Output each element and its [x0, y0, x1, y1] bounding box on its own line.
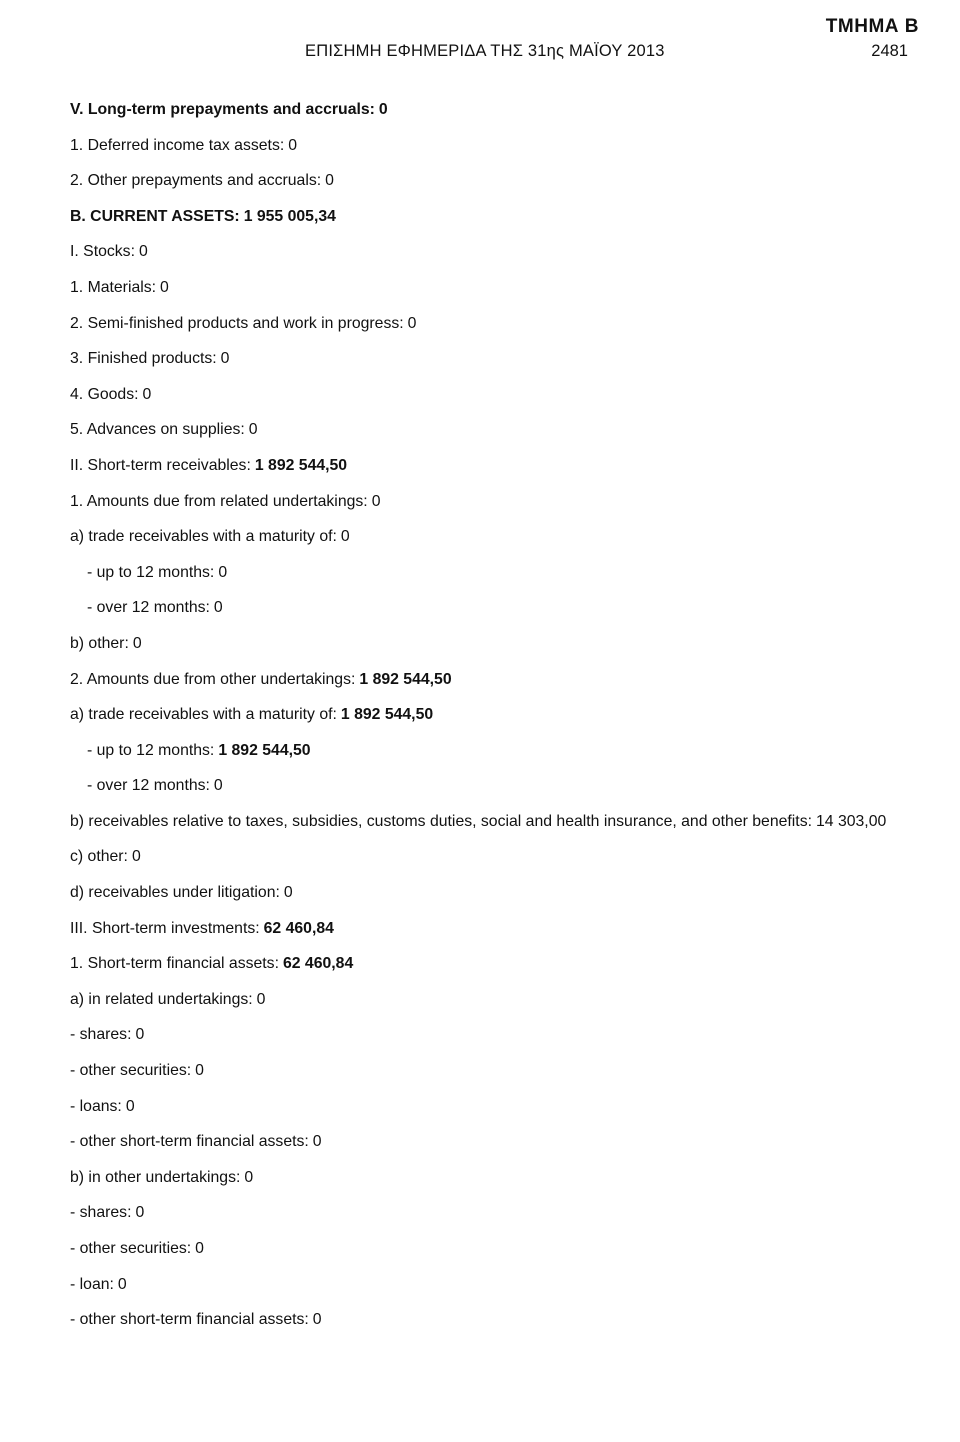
line-label: 2. Amounts due from other undertakings: [70, 670, 356, 688]
line-label: a) trade receivables with a maturity of: [70, 528, 337, 546]
line-over-12-months-other [70, 768, 940, 804]
page-number: 2481 [871, 42, 908, 60]
line-amount: 0 [325, 172, 334, 190]
line-label: III. Short-term investments: [70, 919, 260, 937]
line-stocks [70, 234, 940, 270]
gazette-title: ΕΠΙΣΗΜΗ ΕΦΗΜΕΡΙΔΑ ΤΗΣ 31ης ΜΑΪΟΥ 2013 [305, 42, 665, 60]
line-up-to-12-months-related [70, 555, 940, 591]
line-label: 3. Finished products: [70, 350, 217, 368]
line-amount: 0 [371, 492, 381, 510]
line-amount: 0 [117, 1275, 127, 1293]
line-shares-other [70, 1195, 940, 1231]
line-receivables-litigation [70, 875, 940, 911]
line-amount: 0 [195, 1240, 204, 1257]
line-other-securities-related [70, 1053, 940, 1089]
line-amount: 0 [135, 1204, 145, 1222]
line-label: 1. Deferred income tax assets: [70, 136, 285, 154]
line-amount: 0 [244, 1168, 254, 1186]
line-amount: 0 [378, 101, 388, 118]
line-amount: 0 [213, 599, 223, 617]
line-finished-products [70, 341, 940, 377]
line-amount: 0 [283, 884, 293, 902]
line-other-receivables [70, 839, 940, 875]
line-label: - shares: [70, 1026, 132, 1044]
line-amount: 0 [125, 1097, 135, 1115]
line-amount: 0 [220, 350, 230, 368]
line-amount: 0 [312, 1311, 322, 1329]
line-amount: 62 460,84 [282, 955, 354, 973]
line-label: a) in related undertakings: [70, 990, 253, 1008]
line-label: - loans: [70, 1097, 122, 1115]
line-label: II. Short-term receivables: [70, 456, 251, 474]
line-label: 1. Amounts due from related undertakings: [70, 492, 368, 510]
line-label: - up to 12 months: [87, 741, 215, 759]
line-shares-related [70, 1017, 940, 1053]
line-other-financial-assets-other [70, 1302, 940, 1338]
line-long-term-prepayments [70, 92, 940, 128]
line-label: 4. Goods: [70, 385, 139, 403]
line-label: - over 12 months: [87, 599, 210, 617]
line-label: - loan: [70, 1275, 114, 1293]
line-amount: 1 892 544,50 [359, 670, 452, 688]
line-amount: 14 303,00 [815, 812, 887, 830]
line-goods [70, 377, 940, 413]
line-label: b) other: [70, 634, 129, 652]
line-short-term-financial-assets [70, 946, 940, 982]
line-current-assets [70, 199, 940, 235]
line-other-related [70, 626, 940, 662]
line-label: c) other: [70, 848, 128, 866]
line-label: - other securities: [70, 1062, 192, 1080]
line-semi-finished [70, 306, 940, 342]
line-other-prepayments [70, 163, 940, 199]
line-label: I. Stocks: [70, 243, 135, 261]
line-amount: 0 [160, 278, 169, 296]
balance-sheet-body [70, 92, 940, 1338]
line-loans-related [70, 1089, 940, 1125]
line-label: 5. Advances on supplies: [70, 421, 245, 439]
line-amount: 1 892 544,50 [254, 456, 348, 474]
line-up-to-12-months-other [70, 733, 940, 769]
line-amount: 0 [142, 385, 152, 403]
line-amount: 0 [407, 314, 417, 332]
line-amount: 0 [248, 421, 258, 439]
line-label: - other securities: [70, 1240, 192, 1257]
line-amount: 0 [312, 1133, 322, 1151]
line-label: 1. Materials: [70, 278, 157, 296]
line-label: b) receivables relative to taxes, subsidies, customs duties, social and health insurance, and other benefits: [70, 812, 812, 830]
line-amount: 0 [256, 990, 266, 1008]
line-label: - over 12 months: [87, 777, 210, 795]
line-advances-on-supplies [70, 412, 940, 448]
line-related-undertakings [70, 484, 940, 520]
line-short-term-receivables [70, 448, 940, 484]
line-amount: 1 955 005,34 [243, 207, 336, 225]
line-amount: 0 [340, 528, 350, 546]
line-label: - shares: [70, 1204, 132, 1222]
line-in-related-undertakings [70, 982, 940, 1018]
line-over-12-months-related [70, 590, 940, 626]
line-amount: 0 [213, 777, 223, 795]
line-amount: 0 [288, 136, 298, 154]
line-amount: 1 892 544,50 [340, 706, 434, 724]
line-amount: 0 [135, 1026, 145, 1044]
line-label: b) in other undertakings: [70, 1168, 241, 1186]
line-loan-other [70, 1267, 940, 1303]
line-label: a) trade receivables with a maturity of: [70, 706, 337, 724]
line-amount: 0 [131, 848, 141, 866]
line-label: V. Long-term prepayments and accruals: [70, 101, 375, 118]
line-trade-receivables-other [70, 697, 940, 733]
line-amount: 0 [132, 634, 142, 652]
line-other-securities-other [70, 1231, 940, 1267]
line-amount: 0 [218, 563, 228, 581]
line-amount: 0 [138, 243, 148, 261]
line-label: - other short-term financial assets: [70, 1133, 309, 1151]
line-in-other-undertakings [70, 1160, 940, 1196]
line-label: - up to 12 months: [87, 563, 215, 581]
line-other-financial-assets-related [70, 1124, 940, 1160]
line-short-term-investments [70, 911, 940, 947]
line-materials [70, 270, 940, 306]
line-label: d) receivables under litigation: [70, 884, 280, 902]
line-label: 2. Semi-finished products and work in progress: [70, 314, 404, 332]
line-amount: 1 892 544,50 [218, 741, 311, 759]
line-label: B. CURRENT ASSETS: [70, 207, 240, 225]
line-amount: 62 460,84 [263, 919, 334, 937]
line-amount: 0 [195, 1062, 204, 1080]
line-label: - other short-term financial assets: [70, 1311, 309, 1329]
line-tax-receivables [70, 804, 940, 840]
line-label: 1. Short-term financial assets: [70, 955, 279, 973]
line-trade-receivables-related [70, 519, 940, 555]
line-label: 2. Other prepayments and accruals: [70, 172, 322, 190]
line-other-undertakings [70, 662, 940, 698]
line-deferred-income-tax [70, 128, 940, 164]
section-label: ΤΜΗΜΑ Β [825, 16, 919, 37]
